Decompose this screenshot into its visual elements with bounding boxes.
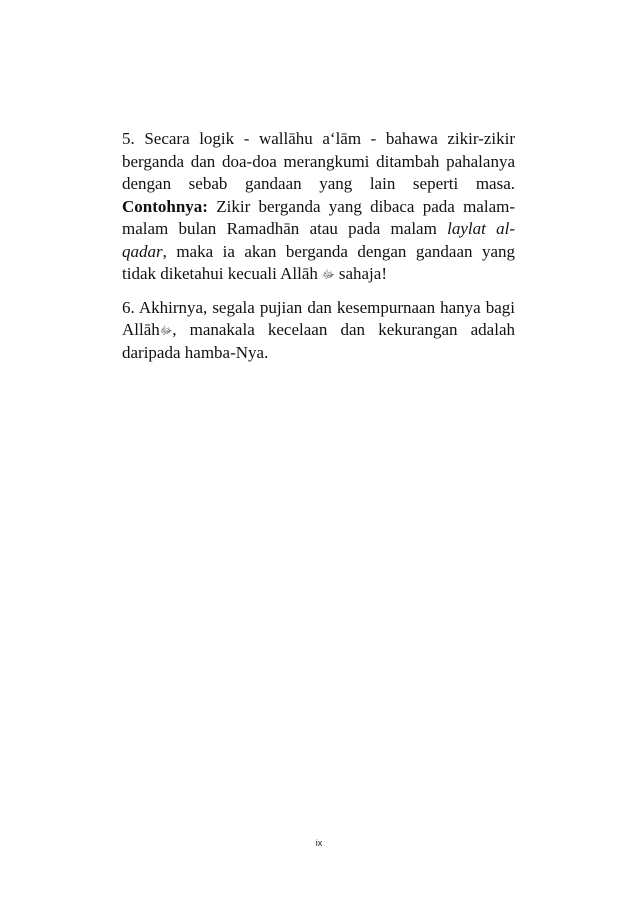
paragraph-5-end: sahaja!: [338, 264, 387, 283]
honorific-glyph-icon: ﷻ: [159, 324, 173, 337]
paragraph-point-6: [122, 297, 515, 365]
laylat-al-qadar-term: laylat al-qadar: [122, 219, 515, 261]
example-label: Contohnya:: [122, 196, 208, 216]
paragraph-5-lead: 5. Secara logik - wallāhu a‘lām - bahawa zikir-zikir berganda dan doa-doa merangkumi ditambah pahalanya dengan sebab gandaan yang lain seperti masa.: [122, 129, 515, 193]
paragraph-5-mid: Zikir berganda yang dibaca pada malam-malam bulan Ramadhān atau pada malam: [122, 196, 516, 238]
paragraph-point-5: [122, 128, 515, 286]
honorific-glyph-icon: ﷻ: [322, 268, 335, 281]
page-body: [122, 128, 515, 364]
paragraph-6-tail: , manakala kecelaan dan kekurangan adalah daripada hamba-Nya.: [122, 320, 515, 362]
page-number: ix: [315, 838, 323, 848]
paragraph-5-tail: , maka ia akan berganda dengan gandaan yang tidak diketahui kecuali Allāh: [122, 241, 515, 283]
paragraph-6-lead: 6. Akhirnya, segala pujian dan kesempurnaan hanya bagi Allāh: [122, 297, 515, 339]
